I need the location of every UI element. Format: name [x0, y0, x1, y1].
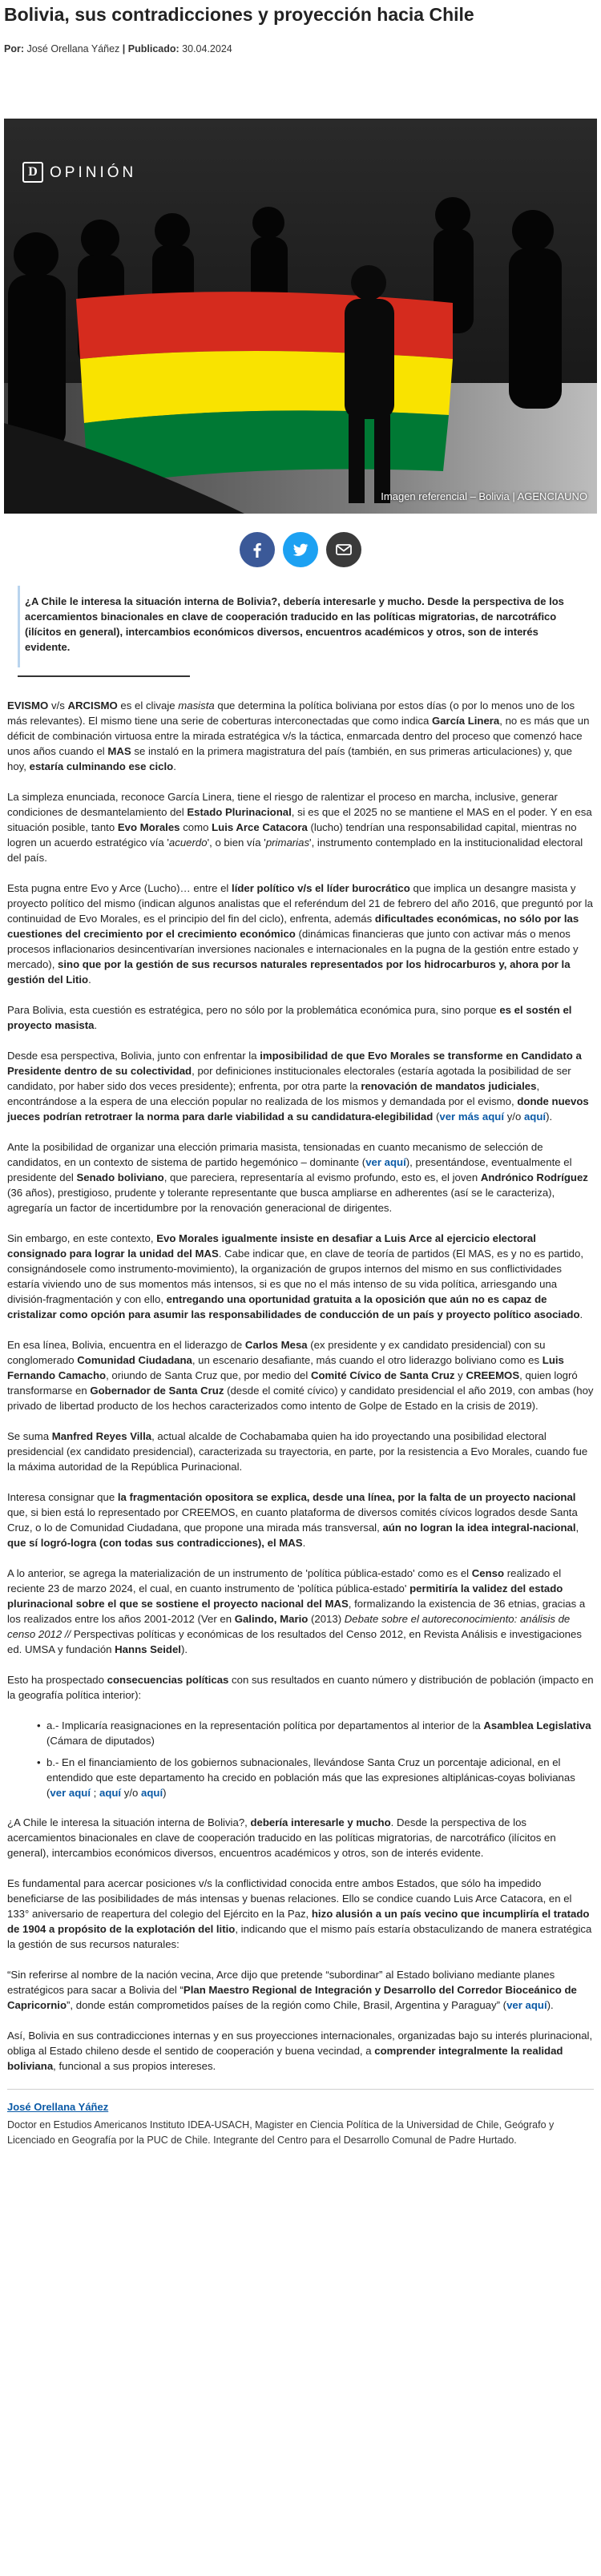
- emph: Luis Arce Catacora: [212, 821, 308, 833]
- emph: CREEMOS: [466, 1369, 520, 1381]
- emph: Censo: [471, 1567, 505, 1579]
- text: ): [163, 1787, 167, 1799]
- article-lead: ¿A Chile le interesa la situación interna de Bolivia?, debería interesarle y mucho. Desde la perspectiva de los acercamientos binacionales en clave de cooperación traducido en las políticas migratorias, de narcotráfico (ilícitos en general), intercambios económicos diversos, encuentros académicos y otros, son de interés evidente.: [18, 586, 583, 667]
- text: y/o: [121, 1787, 142, 1799]
- emph: EVISMO: [7, 699, 49, 712]
- text: Es fundamental para acercar posiciones v/s la conflictividad conocida entre ambos Estados, que sólo ha impedido beneficiarse de las posibilidades de más intensas y buenas relaciones. Ello se condice cuando Luis Arce Catacora, en el 133° aniversario de reapertura del colegio del Ejército en la Paz,: [7, 1877, 572, 1920]
- text: (ex presidente y ex candidato presidencial) con su conglomerado: [7, 1339, 546, 1366]
- share-bar: [0, 514, 601, 586]
- text: y/o: [504, 1111, 524, 1123]
- paragraph: [7, 1490, 594, 1550]
- emph: hizo alusión a un país vecino que incumpliría el tratado de 1904 a propósito de la explotación del litio: [7, 1908, 590, 1935]
- logo-mark: D: [22, 162, 43, 183]
- emph: estaría culminando ese ciclo: [29, 760, 174, 772]
- facebook-share-button[interactable]: [240, 532, 275, 567]
- paragraph: [7, 1566, 594, 1657]
- paragraph: [7, 1876, 594, 1952]
- text: , actual alcalde de Cochabamaba quien ha ido proyectando una posibilidad electoral presidencial (ex candidato presidencial), caracterizada su trayectoria, en parte, por la resistencia a Evo Morales, cuando fue la máxima autoridad de la República Purinacional.: [7, 1430, 588, 1473]
- emph: comprender integralmente la realidad boliviana: [7, 2045, 563, 2072]
- emph: aún no logran la idea integral-nacional: [382, 1522, 576, 1534]
- text: , oriundo de Santa Cruz que, por medio del: [106, 1369, 311, 1381]
- emph: Evo Morales: [117, 821, 180, 833]
- published-date: 30.04.2024: [182, 43, 232, 54]
- emph: ARCISMO: [67, 699, 118, 712]
- paragraph: [7, 1672, 594, 1703]
- text: , indicando que el mismo país estaría obstaculizando de manera estratégica la gestión de sus recursos naturales:: [7, 1923, 592, 1950]
- text: a.- Implicaría reasignaciones en la representación política por departamentos al interior de la: [46, 1719, 484, 1731]
- emph: donde nuevos jueces podrían retrotraer la norma para darle viabilidad a su candidatura-elegibilidad: [7, 1095, 589, 1123]
- emph: consecuencias políticas: [107, 1674, 229, 1686]
- divider: [7, 2089, 594, 2090]
- italic: masista: [178, 699, 215, 712]
- author-name-link[interactable]: José Orellana Yáñez: [7, 2101, 109, 2113]
- text: , por definiciones institucionales electorales (estaría agotada la posibilidad de ser candidato, por haber sido dos veces presidente); enfrenta, por otra parte la: [7, 1065, 571, 1092]
- text: ;: [90, 1787, 99, 1799]
- text: , que pareciera, representaría al evismo profundo, esto es, el joven: [163, 1171, 481, 1183]
- text: (2013): [308, 1613, 345, 1625]
- text: A lo anterior, se agrega la materialización de un instrumento de 'política pública-estado' como es el: [7, 1567, 472, 1579]
- link-ver-aqui[interactable]: ver aquí: [50, 1787, 91, 1799]
- text: Se suma: [7, 1430, 52, 1442]
- list-item: [38, 1755, 594, 1800]
- emph: Estado Plurinacional: [187, 806, 292, 818]
- italic: Debate sobre el autoreconocimiento: análisis de censo 2012 //: [7, 1613, 571, 1640]
- link-ver-aqui[interactable]: ver aquí: [506, 1999, 547, 2011]
- text: .: [302, 1537, 306, 1549]
- text: Así, Bolivia en sus contradicciones internas y en sus proyecciones internacionales, organizadas bajo su interés plurinacional, obliga al Estado chileno desde el sentido de cooperación y buena vecindad, a: [7, 2030, 593, 2057]
- paragraph: [7, 1815, 594, 1860]
- paragraph: [7, 1429, 594, 1474]
- logo-text: OPINIÓN: [50, 163, 137, 181]
- byline-prefix: Por:: [4, 43, 24, 54]
- emph: Hanns Seidel: [115, 1643, 181, 1655]
- byline-separator: |: [122, 43, 126, 54]
- paragraph: [7, 1002, 594, 1033]
- text: Ante la posibilidad de organizar una elección primaria masista, tensionadas en cuanto mecanismo de selección de candidatos, en un contexto de sistema de partido hegemónico – dominante (: [7, 1141, 543, 1168]
- facebook-icon: [248, 541, 266, 558]
- text: Perspectivas políticas y económicas de los resultados del Censo 2012, en Revista Análisis e investigaciones ed. UMSA y fundación: [7, 1628, 582, 1655]
- text: (lucho) tendrían una responsabilidad capital, mientras no logren un acuerdo estratégico vía ': [7, 821, 577, 849]
- emph: Luis Fernando Camacho: [7, 1354, 564, 1381]
- emph: Andrónico Rodríguez: [480, 1171, 588, 1183]
- text: (: [433, 1111, 440, 1123]
- paragraph: [7, 1337, 594, 1413]
- article-body: [0, 667, 601, 2074]
- text: ), presentándose, eventualmente el presidente del: [7, 1156, 572, 1183]
- list-item: [38, 1718, 594, 1748]
- text: .: [173, 760, 176, 772]
- text: .: [94, 1019, 98, 1031]
- text: Esta pugna entre Evo y Arce (Lucho)… entre el: [7, 882, 232, 894]
- text: La simpleza enunciada, reconoce García Linera, tiene el riesgo de ralentizar el proceso en marcha, inclusive, generar condiciones de desmantelamiento del: [7, 791, 558, 818]
- emph: Comunidad Ciudadana: [77, 1354, 192, 1366]
- paragraph: [7, 1231, 594, 1322]
- text: (dinámicas financieras que junto con activar más o menos procesos inflacionarios desincentivarían inversiones nacionales e internacionales en la pugna de la gestión entre estado y mercado),: [7, 928, 579, 970]
- text: En esa línea, Bolivia, encuentra en el liderazgo de: [7, 1339, 245, 1351]
- text: Desde esa perspectiva, Bolivia, junto con enfrentar la: [7, 1050, 260, 1062]
- paragraph: [7, 881, 594, 987]
- byline-author[interactable]: José Orellana Yáñez: [26, 43, 120, 54]
- emph: Senado boliviano: [76, 1171, 164, 1183]
- emph: Manfred Reyes Villa: [51, 1430, 152, 1442]
- link-ver-mas-aqui[interactable]: ver más aquí: [439, 1111, 505, 1123]
- text: que, si bien está lo representado por CREEMOS, en cuanto plataforma de diversos comités cívicos logrados desde Santa Cruz, o lo de Comunidad Ciudadana, que propone una mirada más transversal,: [7, 1506, 578, 1534]
- text: . Cabe indicar que, en clave de teoría de partidos (El MAS, es y no es partido, consignándosele como instrumento-movimiento), la organización de grupos internos del mismo en sus conflictividades estaría viviendo uno de sus momentos más intensos, si es que no el más intenso de su vida política, arriesgando una división-fragmentación y con ello,: [7, 1248, 584, 1305]
- text: (desde el comité cívico) y candidato presidencial el año 2019, con ambas (hoy privado de libertad producto de los hechos caracterizados como intento de Golpe de Estado en la crisis de 2019).: [7, 1385, 594, 1412]
- text: se instaló en la primera magistratura del país (también, en sus primeras articulaciones) y, que hoy,: [7, 745, 572, 772]
- text: ¿A Chile le interesa la situación interna de Bolivia?,: [7, 1816, 251, 1828]
- twitter-share-button[interactable]: [283, 532, 318, 567]
- link-aqui[interactable]: aquí: [141, 1787, 163, 1799]
- italic: primarias: [265, 836, 310, 849]
- emph: es el sostén el proyecto masista: [7, 1004, 572, 1031]
- emph: dificultades económicas, no sólo por las cuestiones del crecimiento por el crecimiento económico: [7, 913, 579, 940]
- text: ', instrumento contemplado en la institucionalidad electoral del país.: [7, 836, 583, 864]
- twitter-icon: [292, 541, 309, 558]
- emph: Gobernador de Santa Cruz: [90, 1385, 224, 1397]
- text: “Sin referirse al nombre de la nación vecina, Arce dijo que pretende “subordinar” al Estado boliviano mediante planes estratégicos para sacar a Bolivia del “: [7, 1969, 555, 1996]
- page-title: Bolivia, sus contradicciones y proyección hacia Chile: [4, 4, 474, 25]
- text: Sin embargo, en este contexto,: [7, 1232, 157, 1244]
- email-icon: [334, 540, 353, 559]
- emph: Galindo, Mario: [234, 1613, 309, 1625]
- paragraph: [7, 1139, 594, 1215]
- text: Esto ha prospectado: [7, 1674, 107, 1686]
- link-aqui[interactable]: aquí: [99, 1787, 122, 1799]
- emph: imposibilidad de que Evo Morales se transforme en Candidato a Presidente dentro de su colectividad: [7, 1050, 582, 1077]
- emph: Evo Morales igualmente insiste en desafiar a Luis Arce al ejercicio electoral consignado para lograr la unidad del MAS: [7, 1232, 536, 1260]
- emph: Carlos Mesa: [244, 1339, 308, 1351]
- text: ).: [547, 1999, 554, 2011]
- opinion-logo: [22, 162, 136, 183]
- emph: Comité Cívico de Santa Cruz: [310, 1369, 455, 1381]
- text: , un escenario desafiante, más cuando el otro liderazgo boliviano como es: [192, 1354, 543, 1366]
- text: , encontrándose a la espera de una elección popular no realizada de los mismos y demandada por el evismo,: [7, 1080, 540, 1107]
- text: realizado el reciente 23 de marzo 2024, el cual, en cuanto instrumento de 'política pública-estado': [7, 1567, 562, 1594]
- emph: debería interesarle y mucho: [250, 1816, 391, 1828]
- text: que implica un desangre masista y proyecto político del mismo (indican algunos analistas que el referéndum del 21 de febrero del año 2016, que preguntó por la continuidad de Evo Morales, es el principio del fin del ciclo), enfrenta, además: [7, 882, 593, 925]
- text: con sus resultados en cuanto número y distribución de población (impacto en la geografía política interior):: [7, 1674, 594, 1701]
- text: que determina la política boliviana por estos días (o por lo menos uno de los más relevantes). El mismo tiene una serie de coberturas interconectadas que como indica: [7, 699, 575, 727]
- text: , funcional a sus propios intereses.: [53, 2060, 216, 2072]
- paragraph: [7, 1048, 594, 1124]
- emph: la fragmentación opositora se explica, desde una línea, por la falta de un proyecto nacional: [117, 1491, 576, 1503]
- paragraph: [7, 698, 594, 774]
- hero-image: [4, 119, 597, 514]
- emph: Asamblea Legislativa: [483, 1719, 591, 1731]
- emph: Plan Maestro Regional de Integración y Desarrollo del Corredor Bioceánico de Capricornio: [7, 1984, 577, 2011]
- text: , si es que el 2025 no se mantiene el MAS en el poder. Y en esa situación posible, tanto: [7, 806, 592, 833]
- link-ver-aqui[interactable]: ver aquí: [365, 1156, 406, 1168]
- emph: sino que por la gestión de sus recursos naturales representados por los hidrocarburos y, ahora por la gestión del Litio: [7, 958, 571, 986]
- text: ).: [546, 1111, 553, 1123]
- image-caption: Imagen referencial – Bolivia | AGENCIAUNO: [381, 490, 587, 502]
- text: , no es más que un déficit de combinación virtuosa entre la mirada estratégica v/s la táctica, enmarcada dentro del proceso que comenzó hace unos años cuando el: [7, 715, 590, 757]
- emph: MAS: [107, 745, 131, 757]
- text: Interesa consignar que: [7, 1491, 118, 1503]
- paragraph: [7, 1967, 594, 2013]
- byline: [0, 30, 601, 80]
- emph: García Linera: [431, 715, 500, 727]
- text: (Cámara de diputados): [46, 1735, 155, 1747]
- text: b.- En el financiamiento de los gobiernos subnacionales, llevándose Santa Cruz un porcentaje adicional, en el entendido que este departamento ha crecido en población más que las expresiones altiplánicas-coyas bolivianas (: [46, 1756, 575, 1799]
- text: , formalizando la existencia de 36 etnias, gracias a los realizados entre los años 2001-2012 (Ver en: [7, 1598, 586, 1625]
- text: ', o bien vía ': [207, 836, 266, 849]
- text: es el clivaje: [117, 699, 179, 712]
- text: v/s: [48, 699, 68, 712]
- emph: renovación de mandatos judiciales: [361, 1080, 537, 1092]
- text: , quien logró transformarse en: [7, 1369, 578, 1397]
- link-aqui[interactable]: aquí: [523, 1111, 547, 1123]
- text: .: [88, 974, 91, 986]
- consequences-list: [38, 1718, 594, 1800]
- paragraph: [7, 2028, 594, 2074]
- emph: que sí logró-logra (con todas sus contradicciones), el MAS: [7, 1537, 303, 1549]
- author-box: [0, 2099, 601, 2148]
- text: ).: [180, 1643, 188, 1655]
- emph: líder político v/s el líder burocrático: [232, 882, 410, 894]
- text: ,: [575, 1522, 579, 1534]
- text: Para Bolivia, esta cuestión es estratégica, pero no sólo por la problemática económica pura, sino porque: [7, 1004, 500, 1016]
- text: . Desde la perspectiva de los acercamientos binacionales en clave de cooperación traducido en las políticas migratorias, de narcotráfico (ilícitos en general), intercambios económicos diversos, encuentros académicos y otros, son de interés evidente.: [7, 1816, 556, 1859]
- published-label: Publicado:: [127, 43, 179, 54]
- emph: permitiría la validez del estado plurinacional sobre el que se sostiene el proyecto nacional del MAS: [7, 1582, 563, 1610]
- text: ”, donde están comprometidos países de la región como Chile, Brasil, Argentina y Paraguay” (: [67, 1999, 507, 2011]
- text: .: [579, 1308, 583, 1320]
- text: y: [454, 1369, 466, 1381]
- text: como: [179, 821, 212, 833]
- paragraph: [7, 789, 594, 865]
- email-share-button[interactable]: [326, 532, 361, 567]
- text: (36 años), prestigioso, prudente y tolerante representante que busca ampliarse en adherentes (así se le caracteriza), agregaría un factor de incertidumbre por la renovación generacional de dirigentes.: [7, 1187, 555, 1214]
- emph: entregando una oportunidad gratuita a la oposición que aún no es capaz de cristalizar como opción para asumir las responsabilidades de conducción de un país y proyecto político asociado: [7, 1293, 580, 1320]
- author-bio: Doctor en Estudios Americanos Instituto IDEA-USACH, Magister en Ciencia Política de la Universidad de Chile, Geógrafo y Licenciado en Geografía por la PUC de Chile. Integrante del Centro para el Desarrollo Comunal de Padre Hurtado.: [7, 2119, 555, 2146]
- italic: acuerdo: [168, 836, 208, 849]
